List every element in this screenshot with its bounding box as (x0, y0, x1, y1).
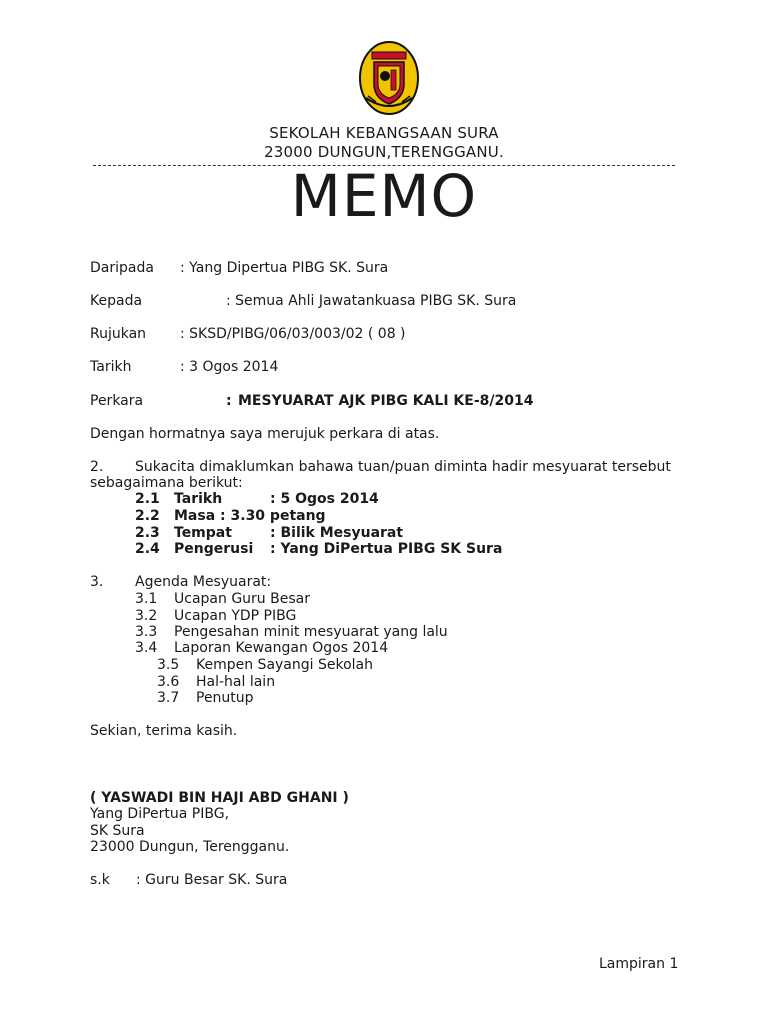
agenda-number: 3.4 (135, 640, 158, 656)
agenda-item: Hal-hal lain (196, 674, 276, 690)
detail-number: 2.1 (135, 491, 160, 507)
paragraph-3-number: 3. (90, 574, 104, 590)
agenda-number: 3.5 (157, 657, 180, 673)
detail-label: Tempat (174, 525, 232, 541)
detail-number: 2.3 (135, 525, 160, 541)
agenda-number: 3.3 (135, 624, 158, 640)
to-value: : Semua Ahli Jawatankuasa PIBG SK. Sura (226, 293, 517, 309)
agenda-item: Kempen Sayangi Sekolah (196, 657, 374, 673)
signatory-title: Yang DiPertua PIBG, (90, 806, 230, 822)
paragraph-2-number: 2. (90, 459, 104, 475)
from-value: : Yang Dipertua PIBG SK. Sura (180, 260, 389, 276)
from-label: Daripada (90, 260, 154, 276)
signatory-address: 23000 Dungun, Terengganu. (90, 839, 290, 855)
detail-label: Tarikh (174, 491, 223, 507)
date-value: : 3 Ogos 2014 (180, 359, 279, 375)
detail-label: Masa : 3.30 petang (174, 508, 326, 524)
agenda-number: 3.6 (157, 674, 180, 690)
paragraph-2-line-1: Sukacita dimaklumkan bahawa tuan/puan diminta hadir mesyuarat tersebut (135, 459, 671, 475)
subject-label: Perkara (90, 393, 144, 409)
agenda-number: 3.2 (135, 608, 158, 624)
agenda-item: Pengesahan minit mesyuarat yang lalu (174, 624, 448, 640)
reference-label: Rujukan (90, 326, 147, 342)
detail-label: Pengerusi (174, 541, 254, 557)
agenda-item: Penutup (196, 690, 254, 706)
school-name: SEKOLAH KEBANGSAAN SURA (269, 124, 499, 142)
subject-colon: : (226, 393, 232, 409)
signatory-name: ( YASWADI BIN HAJI ABD GHANI ) (90, 790, 349, 806)
detail-value: : 5 Ogos 2014 (270, 491, 379, 507)
cc-value: : Guru Besar SK. Sura (136, 872, 288, 888)
paragraph-2-line-2: sebagaimana berikut: (90, 475, 243, 491)
agenda-item: Ucapan Guru Besar (174, 591, 310, 607)
to-label: Kepada (90, 293, 143, 309)
agenda-item: Ucapan YDP PIBG (174, 608, 297, 624)
memo-title: MEMO (290, 162, 478, 230)
subject-value: MESYUARAT AJK PIBG KALI KE-8/2014 (238, 393, 534, 409)
detail-value: : Bilik Mesyuarat (270, 525, 404, 541)
cc-label: s.k (90, 872, 110, 888)
agenda-number: 3.7 (157, 690, 180, 706)
closing: Sekian, terima kasih. (90, 723, 238, 739)
school-crest-icon (358, 40, 420, 116)
signatory-org: SK Sura (90, 823, 145, 839)
detail-number: 2.4 (135, 541, 160, 557)
detail-value: : Yang DiPertua PIBG SK Sura (270, 541, 503, 557)
agenda-title: Agenda Mesyuarat: (135, 574, 272, 590)
greeting: Dengan hormatnya saya merujuk perkara di atas. (90, 426, 440, 442)
agenda-item: Laporan Kewangan Ogos 2014 (174, 640, 389, 656)
attachment-label: Lampiran 1 (599, 956, 679, 972)
date-label: Tarikh (90, 359, 132, 375)
agenda-number: 3.1 (135, 591, 158, 607)
school-address: 23000 DUNGUN,TERENGGANU. (264, 143, 504, 161)
reference-value: : SKSD/PIBG/06/03/003/02 ( 08 ) (180, 326, 406, 342)
detail-number: 2.2 (135, 508, 160, 524)
